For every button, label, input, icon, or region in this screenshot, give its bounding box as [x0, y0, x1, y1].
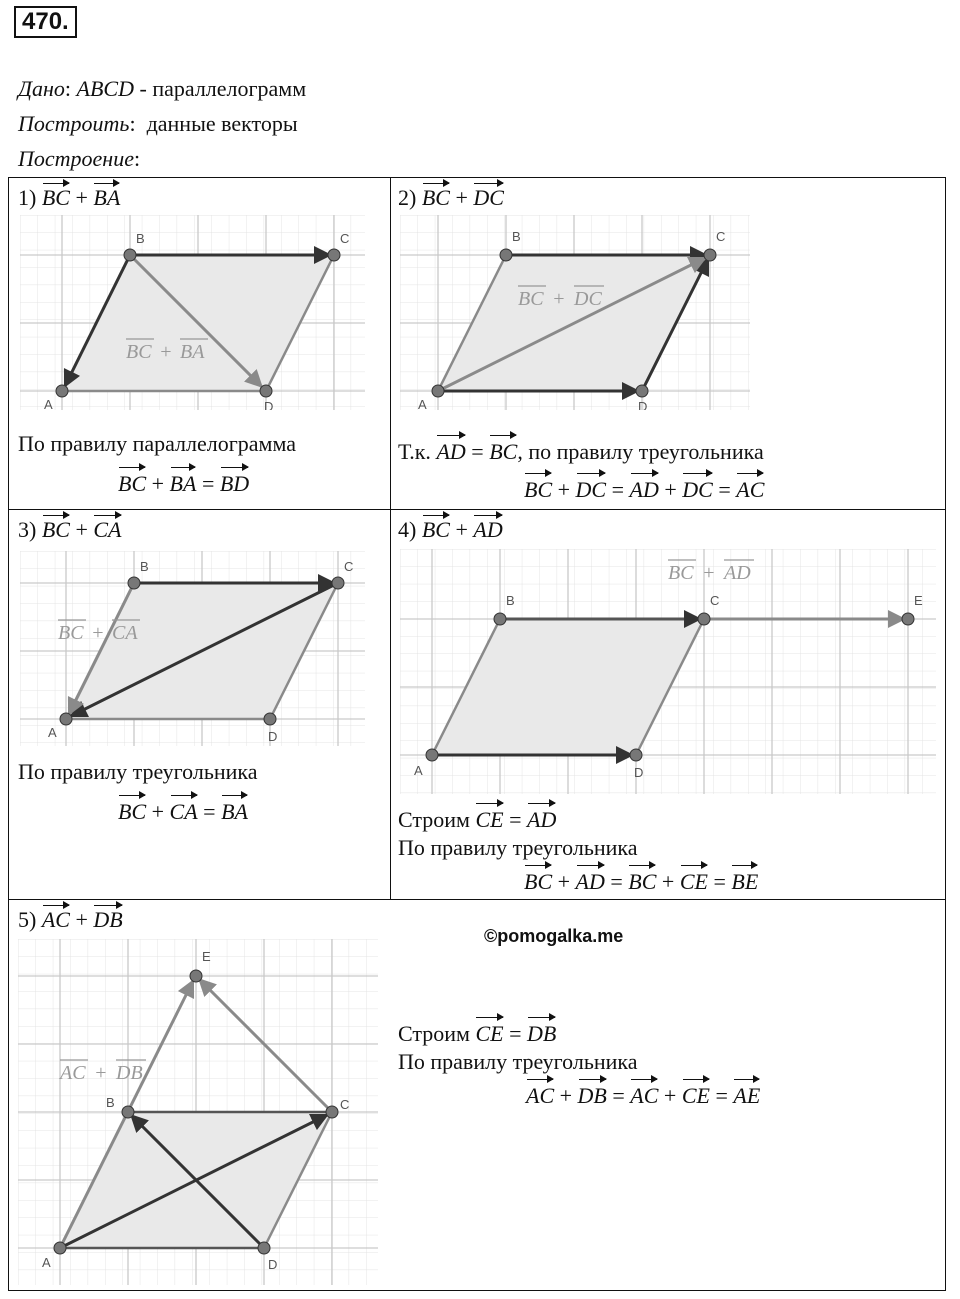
operator: =: [715, 1083, 728, 1108]
given-text: - параллелограмм: [134, 76, 307, 101]
cell-5: [8, 899, 946, 1291]
point-e: [902, 613, 914, 625]
point-c: [704, 249, 716, 261]
explanation-text: [398, 1017, 556, 1049]
label-c: C: [716, 229, 726, 244]
label-c: C: [344, 559, 354, 574]
vector: CE: [475, 803, 503, 835]
vector: DC: [576, 473, 607, 505]
operator: +: [557, 477, 571, 502]
operator: =: [610, 869, 623, 894]
label-a: A: [42, 1255, 51, 1270]
fig-op: +: [159, 341, 173, 363]
operator: =: [203, 799, 216, 824]
figure-vector-label: [58, 1060, 146, 1084]
cell-heading: [18, 183, 120, 211]
operator: +: [151, 799, 165, 824]
operator: =: [718, 477, 731, 502]
text: Строим: [398, 807, 476, 832]
point-c: [328, 249, 340, 261]
point-d: [260, 385, 272, 397]
explanation-text: [398, 435, 764, 467]
operator: =: [611, 477, 625, 502]
given-label: Дано: [18, 76, 65, 101]
point-d: [258, 1242, 270, 1254]
label-d: D: [268, 729, 278, 744]
operator: +: [559, 1083, 573, 1108]
given-object: ABCD: [76, 76, 134, 101]
cell-number: 3): [18, 517, 37, 542]
label-b: B: [136, 231, 145, 246]
vector: CE: [680, 865, 708, 897]
label-d: D: [634, 765, 644, 780]
vector: AC: [630, 1079, 658, 1111]
equation: [524, 473, 764, 505]
construct-line: Построить: данные векторы: [18, 111, 298, 136]
explanation-text: По правилу треугольника: [398, 835, 638, 860]
vector: CA: [93, 517, 122, 542]
operator: +: [75, 185, 88, 210]
vector: BC: [628, 865, 656, 897]
vector: BC: [524, 473, 552, 505]
label-e: E: [914, 593, 923, 608]
operator: =: [509, 1021, 522, 1046]
vector: BA: [221, 795, 248, 827]
equation: [118, 795, 248, 827]
vector: BC: [41, 185, 70, 210]
vector: BC: [421, 185, 450, 210]
fig-vec: CA: [112, 622, 138, 644]
point-d: [636, 385, 648, 397]
point-a: [56, 385, 68, 397]
fig-op: +: [702, 562, 716, 584]
vector: BC: [524, 865, 552, 897]
label-e: E: [202, 949, 211, 964]
operator: =: [612, 1083, 625, 1108]
fig-vec: BA: [180, 341, 205, 363]
vector: AD: [576, 865, 605, 897]
label-d: D: [268, 1257, 278, 1272]
vector: BA: [93, 185, 121, 210]
operator: +: [455, 185, 468, 210]
cell-number: 5): [18, 907, 37, 932]
vector: BC: [118, 467, 146, 499]
figure-vector-label: [518, 286, 604, 310]
figure-2: [400, 215, 750, 410]
label-a: A: [414, 763, 423, 778]
vector: DB: [527, 1017, 556, 1049]
figure-vector-label: [58, 620, 140, 644]
figure-vector-label: [126, 339, 208, 363]
operator: +: [664, 477, 677, 502]
operator: +: [151, 471, 165, 496]
point-d: [630, 749, 642, 761]
operator: +: [455, 517, 468, 542]
cell-3: [8, 509, 390, 899]
operator: +: [75, 907, 88, 932]
explanation-text: [398, 803, 556, 835]
point-b: [128, 577, 140, 589]
label-a: A: [48, 725, 57, 740]
operator: +: [663, 1083, 677, 1108]
cell-number: 4): [398, 517, 417, 542]
vector: AC: [526, 1079, 554, 1111]
point-a: [60, 713, 72, 725]
vector: AD: [527, 803, 556, 835]
vector: DB: [93, 907, 123, 932]
cell-heading: [398, 183, 504, 211]
figure-1: [20, 215, 365, 410]
explanation-text: По правилу треугольника: [398, 1049, 638, 1074]
label-c: C: [340, 231, 350, 246]
fig-vec: DC: [574, 288, 602, 310]
cell-heading: [18, 515, 122, 543]
label-c: C: [340, 1097, 350, 1112]
label-c: C: [710, 593, 720, 608]
construct-label: Построить: [18, 111, 130, 136]
problem-number: 470.: [14, 6, 77, 38]
construction-label: Построение: [18, 146, 134, 171]
point-d: [264, 713, 276, 725]
cell-number: 2): [398, 185, 417, 210]
vector: DB: [578, 1079, 607, 1111]
figure-4: [400, 549, 936, 794]
cell-1: [8, 177, 390, 509]
cell-heading: [18, 905, 123, 933]
equation: [526, 1079, 760, 1111]
vector: AC: [736, 473, 764, 505]
figure-5: [18, 939, 378, 1285]
vector: AD: [473, 517, 503, 542]
point-a: [54, 1242, 66, 1254]
fig-op: +: [94, 1062, 108, 1084]
fig-op: +: [91, 622, 105, 644]
operator: +: [557, 869, 571, 894]
vector: BE: [731, 865, 758, 897]
label-d: D: [638, 399, 648, 410]
figure-vector-label: [668, 560, 754, 584]
label-a: A: [44, 397, 53, 410]
point-b: [494, 613, 506, 625]
point-c: [698, 613, 710, 625]
vector: AC: [41, 907, 70, 932]
vector: BD: [220, 467, 249, 499]
vector: DC: [473, 185, 504, 210]
vector: BC: [41, 517, 70, 542]
watermark: ©pomogalka.me: [484, 926, 624, 946]
vector: BC: [118, 795, 146, 827]
label-b: B: [506, 593, 515, 608]
operator: +: [661, 869, 675, 894]
point-b: [124, 249, 136, 261]
label-b: B: [140, 559, 149, 574]
vector: AD: [436, 435, 465, 467]
text: Т.к.: [398, 439, 437, 464]
fig-vec: BC: [668, 562, 694, 584]
fig-vec: BC: [126, 341, 152, 363]
fig-vec: BC: [518, 288, 544, 310]
operator: =: [201, 471, 215, 496]
cell-2: [390, 177, 946, 509]
vector: DC: [682, 473, 713, 505]
operator: =: [471, 439, 484, 464]
point-c: [332, 577, 344, 589]
fig-op: +: [552, 288, 566, 310]
cell-4: [390, 509, 946, 899]
vector: CE: [475, 1017, 503, 1049]
cell-heading: [398, 515, 503, 543]
explanation-text: По правилу параллелограмма: [18, 431, 297, 456]
vector: BC: [421, 517, 450, 542]
vector: CA: [170, 795, 198, 827]
point-e: [190, 970, 202, 982]
text: , по правилу треугольника: [517, 439, 764, 464]
operator: =: [713, 869, 726, 894]
point-b: [122, 1106, 134, 1118]
vector: AD: [630, 473, 659, 505]
fig-vec: DB: [116, 1062, 143, 1084]
construct-text: данные векторы: [146, 111, 298, 136]
given-line: Дано: ABCD - параллелограмм: [18, 76, 307, 101]
label-a: A: [418, 397, 427, 410]
explanation-text: По правилу треугольника: [18, 759, 258, 784]
operator: =: [509, 807, 522, 832]
vector: CE: [682, 1079, 710, 1111]
point-b: [500, 249, 512, 261]
figure-3: [20, 551, 365, 746]
equation: [524, 865, 758, 897]
vector: AE: [733, 1079, 760, 1111]
point-a: [432, 385, 444, 397]
label-b: B: [512, 229, 521, 244]
label-b: B: [106, 1095, 115, 1110]
label-d: D: [264, 399, 274, 410]
cell-number: 1): [18, 185, 37, 210]
vector: BC: [489, 435, 517, 467]
point-a: [426, 749, 438, 761]
fig-vec: AC: [60, 1062, 86, 1084]
text: Строим: [398, 1021, 476, 1046]
equation: [118, 467, 249, 499]
fig-vec: BC: [58, 622, 84, 644]
fig-vec: AD: [724, 562, 751, 584]
point-c: [326, 1106, 338, 1118]
vector: BA: [170, 467, 197, 499]
construction-line: Построение:: [18, 146, 141, 171]
operator: +: [75, 517, 88, 542]
